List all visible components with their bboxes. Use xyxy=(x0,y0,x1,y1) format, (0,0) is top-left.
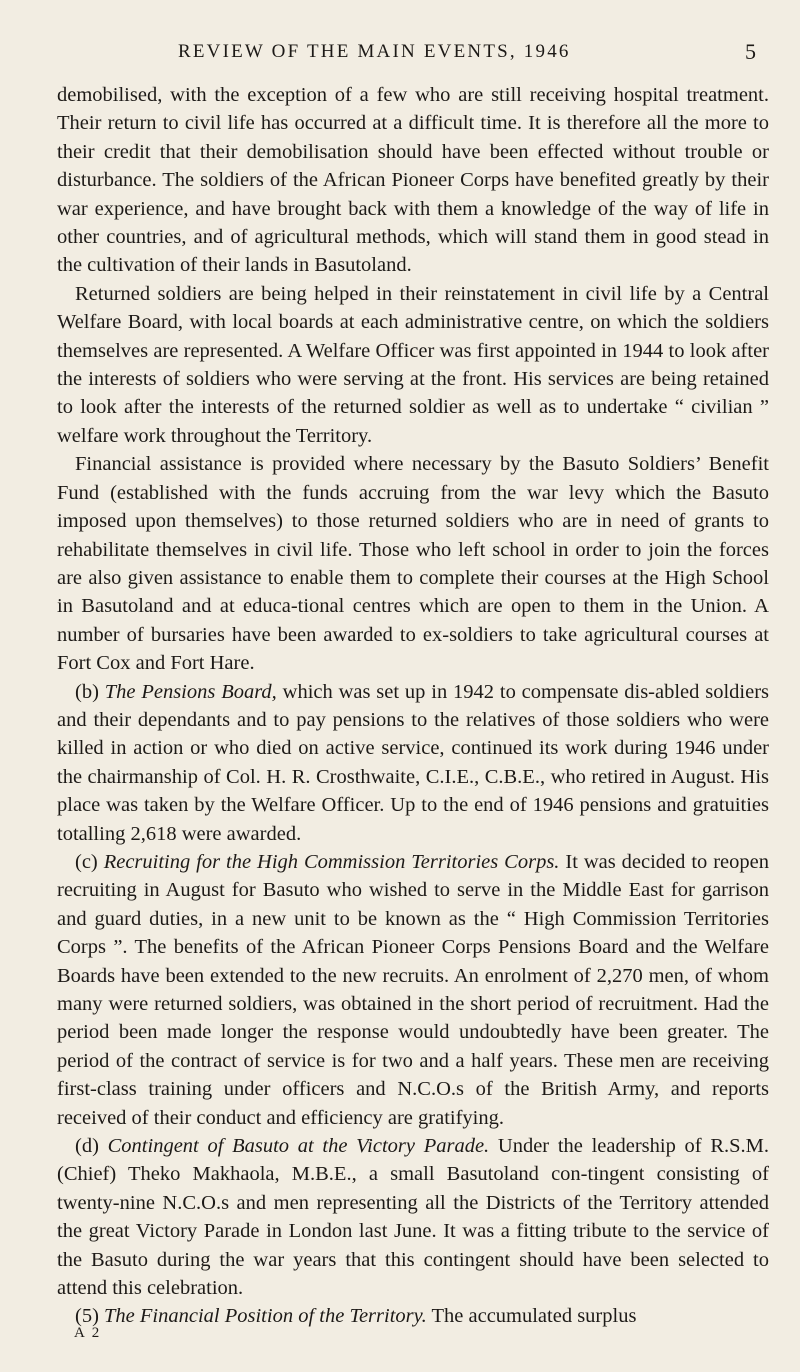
body-text xyxy=(57,81,769,1331)
section-label: (b) xyxy=(75,680,99,703)
paragraph-text: The accumulated surplus xyxy=(431,1305,637,1328)
paragraph-text: Under the leadership of R.S.M. (Chief) Theko Makhaola, M.B.E., a small Basutoland con-tingent consisting of twenty-nine N.C.O.s and men representing all the Districts of the Territory attended the great Victory Parade in London last June. It was a fitting tribute to the service of the Basuto during the war years that this contingent should have been selected to attend this celebration. xyxy=(57,1135,770,1300)
paragraph-victory-parade xyxy=(57,1132,769,1302)
paragraph-text: Returned soldiers are being helped in their reinstatement in civil life by a Central Welfare Board, with local boards at each administrative centre, on which the soldiers themselves are represented. A Welfare Officer was first appointed in 1944 to look after the interests of soldiers who were serving at the front. His services are being retained to look after the interests of the returned soldier as well as to undertake “ civilian ” welfare work throughout the Territory. xyxy=(57,282,769,447)
paragraph-pensions-board xyxy=(57,678,769,848)
section-heading: Contingent of Basuto at the Victory Parade. xyxy=(107,1135,490,1158)
paragraph-returned-soldiers xyxy=(57,280,769,450)
section-label: (c) xyxy=(75,850,98,873)
paragraph-financial-assistance xyxy=(57,450,769,677)
running-head-title: REVIEW OF THE MAIN EVENTS, 1946 xyxy=(178,41,571,62)
printer-signature-mark: A 2 xyxy=(74,1325,102,1341)
paragraph-demobilised xyxy=(57,81,769,280)
section-label: (d) xyxy=(75,1135,99,1158)
paragraph-text: Financial assistance is provided where necessary by the Basuto Soldiers’ Benefit Fund (established with the funds accruing from the war levy which the Basuto imposed upon themselves) to those returned soldiers who are in need of grants to rehabilitate themselves in civil life. Those who left school in order to join the forces are also given assistance to enable them to complete their courses at the High School in Basutoland and at educa-tional centres which are open to them in the Union. A number of bursaries have been awarded to ex-soldiers to take agricultural courses at Fort Cox and Fort Hare. xyxy=(57,453,769,675)
section-heading: The Pensions Board, xyxy=(104,680,277,703)
paragraph-text: demobilised, with the exception of a few who are still receiving hospital treatment. Their return to civil life has occurred at a difficult time. It is therefore all the more to their credit that their demobilisation should have been effected without trouble or disturbance. The soldiers of the African Pioneer Corps have benefited greatly by their war experience, and have brought back with them a knowledge of the way of life in other countries, and of agricultural methods, which will stand them in good stead in the cultivation of their lands in Basutoland. xyxy=(57,84,769,277)
section-heading: Recruiting for the High Commission Territories Corps. xyxy=(103,850,560,873)
running-head xyxy=(0,36,800,68)
section-heading: The Financial Position of the Territory. xyxy=(104,1305,427,1328)
page-number: 5 xyxy=(745,39,756,64)
paragraph-financial-position xyxy=(57,1302,769,1330)
paragraph-text: It was decided to reopen recruiting in August for Basuto who wished to serve in the Middle East for garrison and guard duties, in a new unit to be known as the “ High Commission Territories Corps ”. The benefits of the African Pioneer Corps Pensions Board and the Welfare Boards have been extended to the new recruits. An enrolment of 2,270 men, of whom many were returned soldiers, was obtained in the short period of recruitment. Had the period been made longer the response would undoubtedly have been greater. The period of the contract of service is for two and a half years. These men are receiving first-class training under officers and N.C.O.s of the British Army, and reports received of their conduct and efficiency are gratifying. xyxy=(57,850,769,1129)
paragraph-text: which was set up in 1942 to compensate dis-abled soldiers and their dependants and to pay pensions to the relatives of those soldiers who were killed in action or who died on active service, continued its work during 1946 under the chairmanship of Col. H. R. Crosthwaite, C.I.E., C.B.E., who retired in August. His place was taken by the Welfare Officer. Up to the end of 1946 pensions and gratuities totalling 2,618 were awarded. xyxy=(57,680,770,845)
section-label: (5) xyxy=(75,1305,99,1328)
paragraph-recruiting xyxy=(57,848,769,1132)
